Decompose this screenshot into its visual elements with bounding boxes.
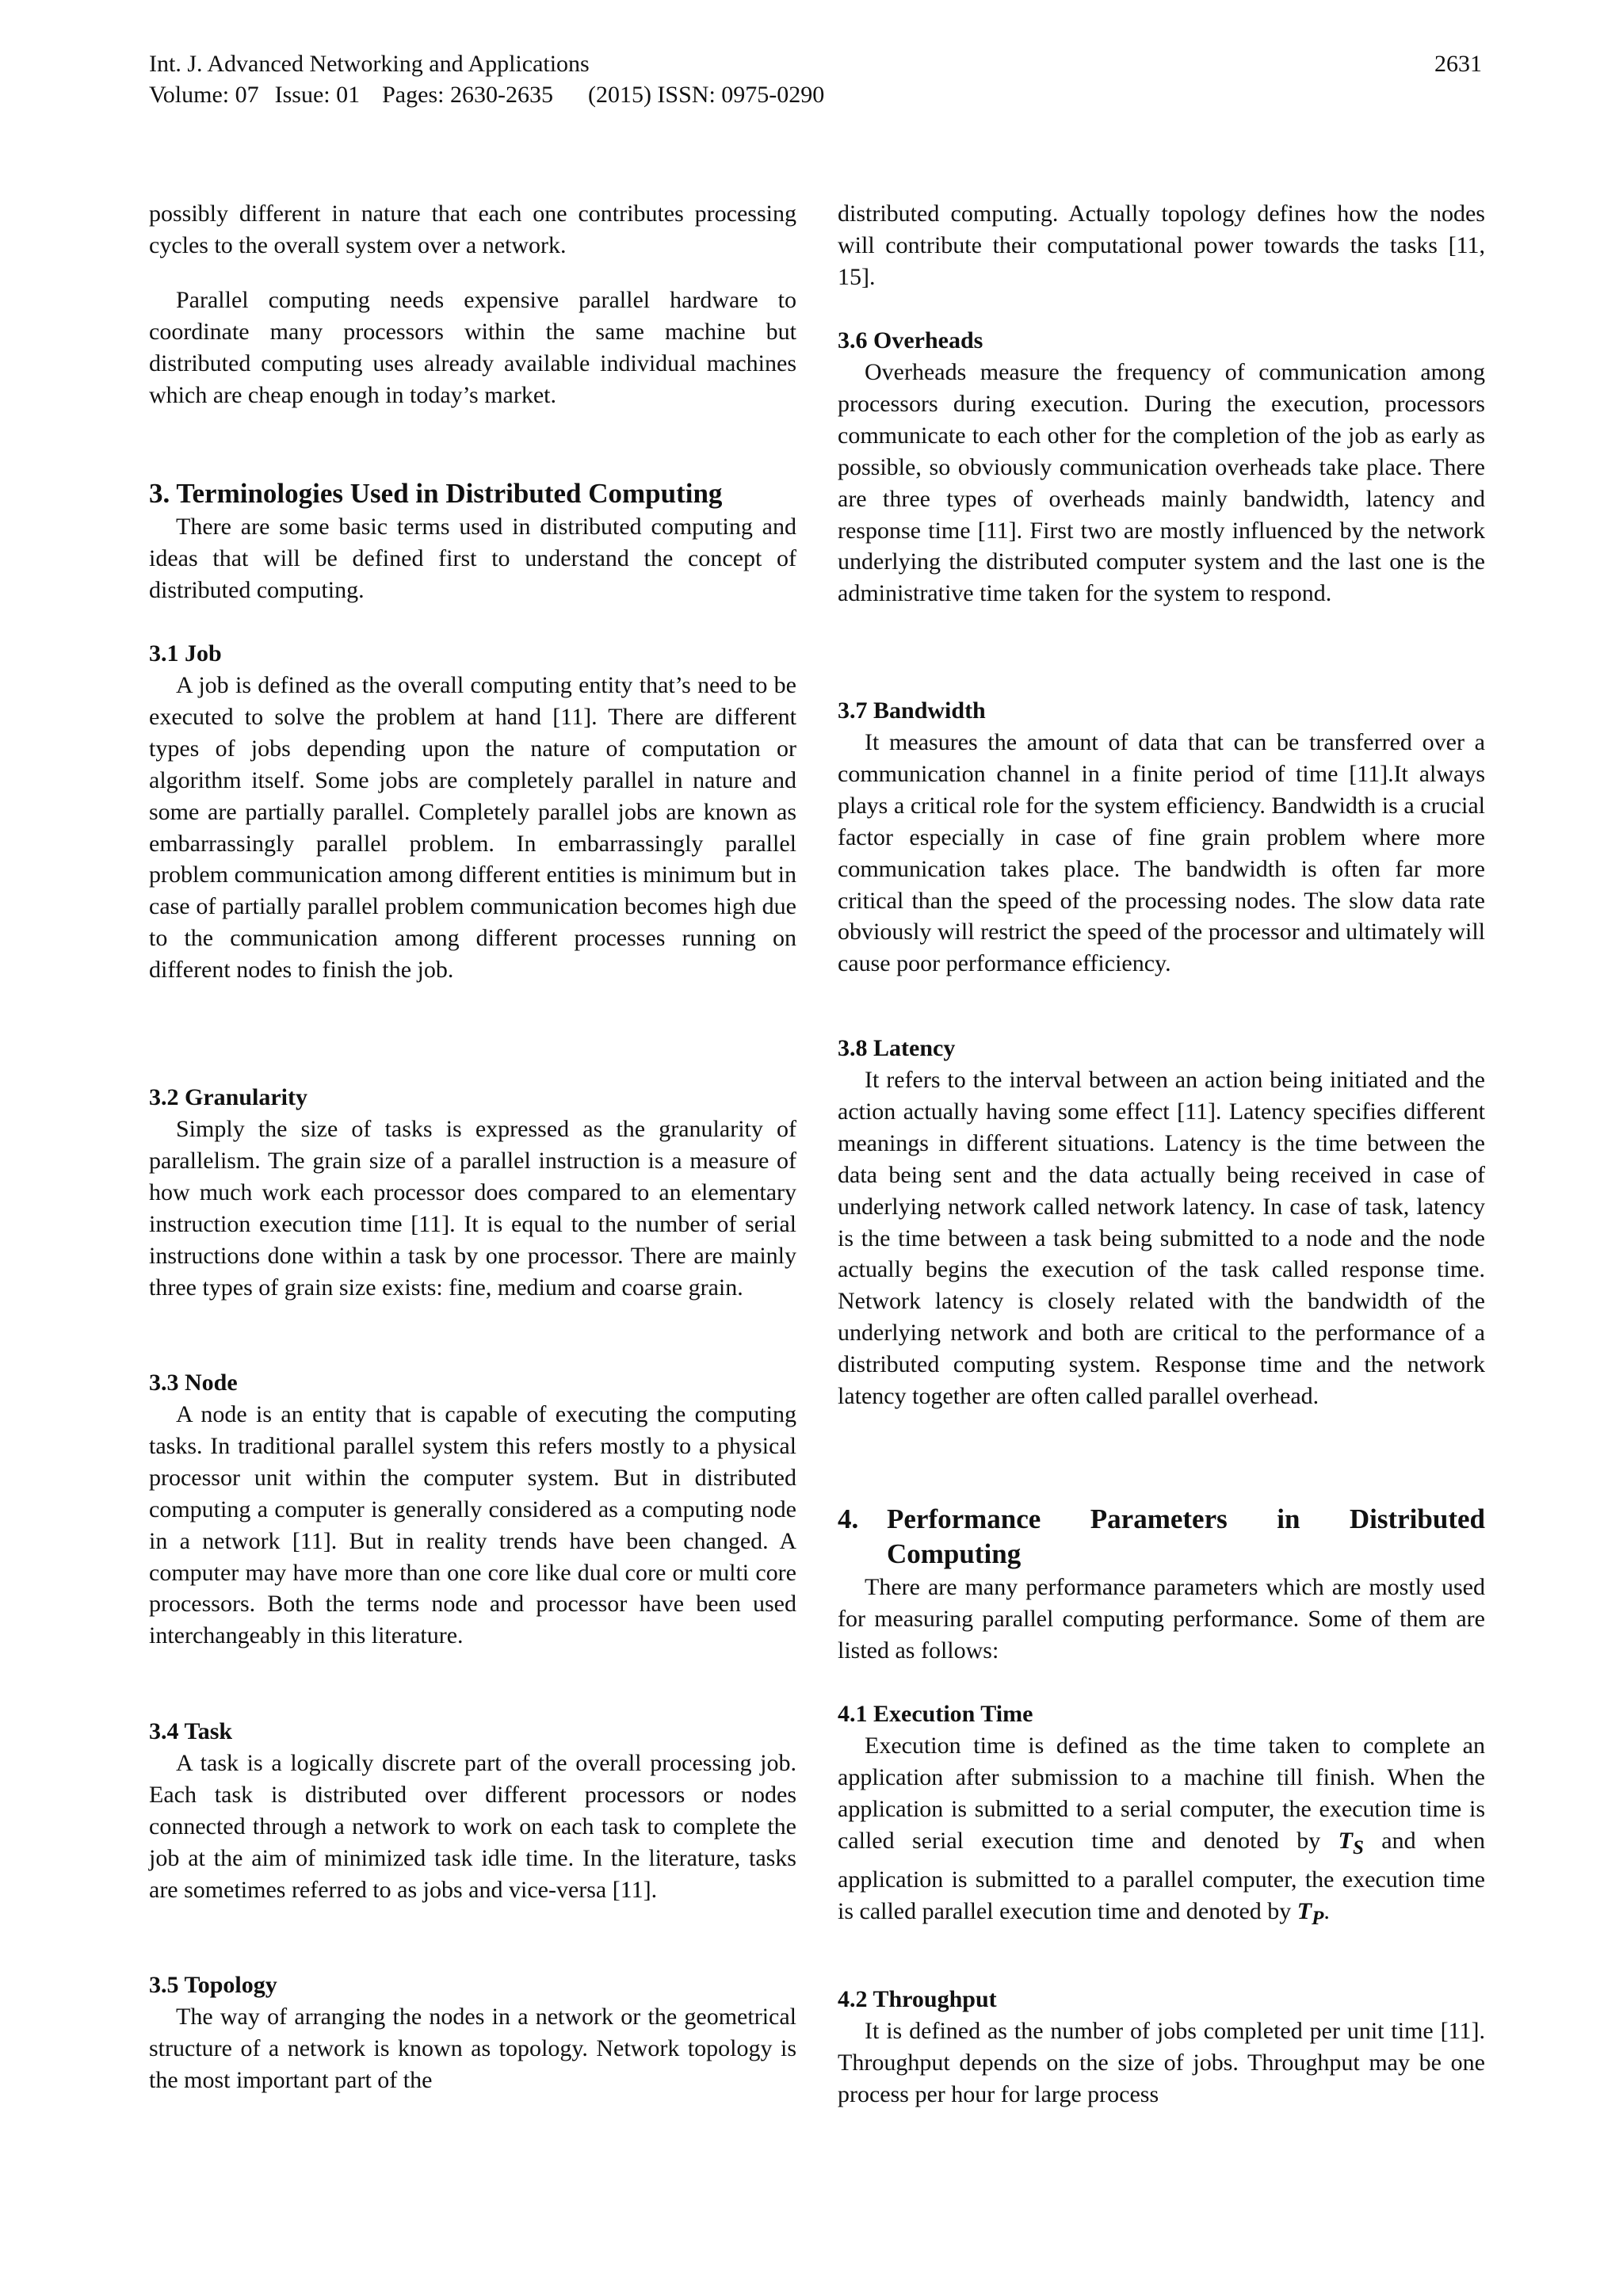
section-3-4-heading: 3.4 Task [149, 1718, 233, 1744]
pages-label: Pages: 2630-2635 [382, 82, 553, 108]
year-issn-label: (2015) ISSN: 0975-0290 [587, 82, 825, 108]
section-3-1-paragraph: A job is defined as the overall computing entity that’s need to be executed to solve the problem at hand [11]. There are different types of jobs depending upon the nature of computation or algorithm itself. Some jobs are completely parallel in nature and some are partially parallel. Completely parallel jobs are known as embarrassingly parallel problem. In embarrassingly parallel problem communication among different entities is minimum but in case of partially parallel problem communication becomes high due to the communication among different processes running on different nodes to finish the job. [149, 672, 796, 984]
section-3-2-paragraph: Simply the size of tasks is expressed as the granularity of parallelism. The grain size of a parallel instruction is a measure of how much work each processor does compared to an elementary instruction execution time [11]. It is equal to the number of serial instructions done within a task by one processor. There are mainly three types of grain size exists: fine, medium and coarse grain. [149, 1116, 796, 1301]
parallel-time-symbol: $T_P$ [1296, 1897, 1324, 1929]
section-3-4-paragraph: A task is a logically discrete part of the overall processing job. Each task is distributed over different processors or nodes connected through a network to work on each task to complete the job at the aim of minimized task idle time. In the literature, tasks are sometimes referred to as jobs and vice-versa [11]. [149, 1750, 796, 1903]
section-3-2-heading: 3.2 Granularity [149, 1084, 307, 1110]
section-4-number: 4. [838, 1503, 859, 1534]
section-4-heading [838, 1502, 1485, 1572]
section-4-paragraph: There are many performance parameters which are mostly used for measuring parallel computing performance. Some of them are listed as follows: [838, 1574, 1485, 1664]
volume-label: Volume: 07 [149, 82, 259, 108]
section-4-2-heading: 4.2 Throughput [838, 1986, 997, 2012]
section-4-title: Performance Parameters in Distributed Computing [887, 1503, 1485, 1569]
section-3-6-heading: 3.6 Overheads [838, 327, 983, 353]
issue-line [149, 80, 824, 110]
section-3-5-heading: 3.5 Topology [149, 1972, 277, 1998]
section-3-3-heading: 3.3 Node [149, 1370, 238, 1396]
section-3-8-heading: 3.8 Latency [838, 1035, 956, 1061]
section-4-1-paragraph [838, 1730, 1485, 1934]
section-4-2-paragraph: It is defined as the number of jobs completed per unit time [11]. Throughput depends on the size of jobs. Throughput may be one process per hour for large process [838, 2018, 1485, 2107]
section-4-1-text-a: Execution time is defined as the time taken to complete an application after submission to a machine till finish. When the application is submitted to a serial computer, the execution time is called serial execution time and denoted by [838, 1733, 1485, 1854]
section-3-3-paragraph: A node is an entity that is capable of executing the computing tasks. In traditional parallel system this refers mostly to a physical processor unit within the computer system. But in distributed computing a computer is generally considered as a computing node in a network [11]. But in reality trends have been changed. A computer may have more than one core like dual core or multi core processors. Both the terms node and processor have been used interchangeably in this literature. [149, 1401, 796, 1649]
section-3-5-paragraph: The way of arranging the nodes in a network or the geometrical structure of a network is known as topology. Network topology is the most important part of the [149, 2004, 796, 2093]
page-number: 2631 [1434, 51, 1482, 77]
section-4-1-text-c: . [1323, 1897, 1330, 1924]
section-3-8-paragraph: It refers to the interval between an action being initiated and the action actually having some effect [11]. Latency specifies different meanings in different situations. Latency is the time between the data being sent and the data actually being received in case of underlying network called network latency. In case of task, latency is the time between a task being submitted to a node and the node actually begins the execution of the task called response time. Network latency is closely related with the bandwidth of the underlying network and both are critical to the performance of a distributed computing system. Response time and the network latency together are often called parallel overhead. [838, 1067, 1485, 1410]
topology-paragraph-continued: distributed computing. Actually topology defines how the nodes will contribute their computational power towards the tasks [11, 15]. [838, 201, 1485, 290]
intro-paragraph-continued: possibly different in nature that each one contributes processing cycles to the overall system over a network. [149, 201, 796, 258]
section-3-6-paragraph: Overheads measure the frequency of communication among processors during execution. During the execution, processors communicate to each other for the completion of the job as early as possible, so obviously communication overheads take place. There are three types of overheads mainly bandwidth, latency and response time [11]. First two are mostly influenced by the network underlying the distributed computer system and the last one is the administrative time taken for the system to respond. [838, 359, 1485, 607]
journal-title: Int. J. Advanced Networking and Applications [149, 51, 590, 77]
section-4-1-text-b: and when application is submitted to a parallel computer, the execution time is called parallel execution time and denoted by [838, 1827, 1485, 1924]
section-3-7-paragraph: It measures the amount of data that can be transferred over a communication channel in a finite period of time [11].It always plays a critical role for the system efficiency. Bandwidth is a crucial factor especially in case of fine grain problem where more communication takes place. The bandwidth is often far more critical than the speed of the processing nodes. The slow data rate obviously will restrict the speed of the processor and ultimately will cause poor performance efficiency. [838, 729, 1485, 977]
serial-time-symbol: $T_S$ [1338, 1827, 1364, 1859]
intro-paragraph-parallel-computing: Parallel computing needs expensive parallel hardware to coordinate many processors within the same machine but distributed computing uses already available individual machines which are cheap enough in today’s market. [149, 287, 796, 408]
section-4-1-heading: 4.1 Execution Time [838, 1701, 1033, 1727]
section-3-7-heading: 3.7 Bandwidth [838, 697, 986, 724]
section-3-1-heading: 3.1 Job [149, 640, 222, 667]
section-3-heading: 3. Terminologies Used in Distributed Computing [149, 478, 723, 509]
issue-label: Issue: 01 [274, 82, 361, 108]
section-3-paragraph: There are some basic terms used in distributed computing and ideas that will be defined first to understand the concept of distributed computing. [149, 514, 796, 603]
